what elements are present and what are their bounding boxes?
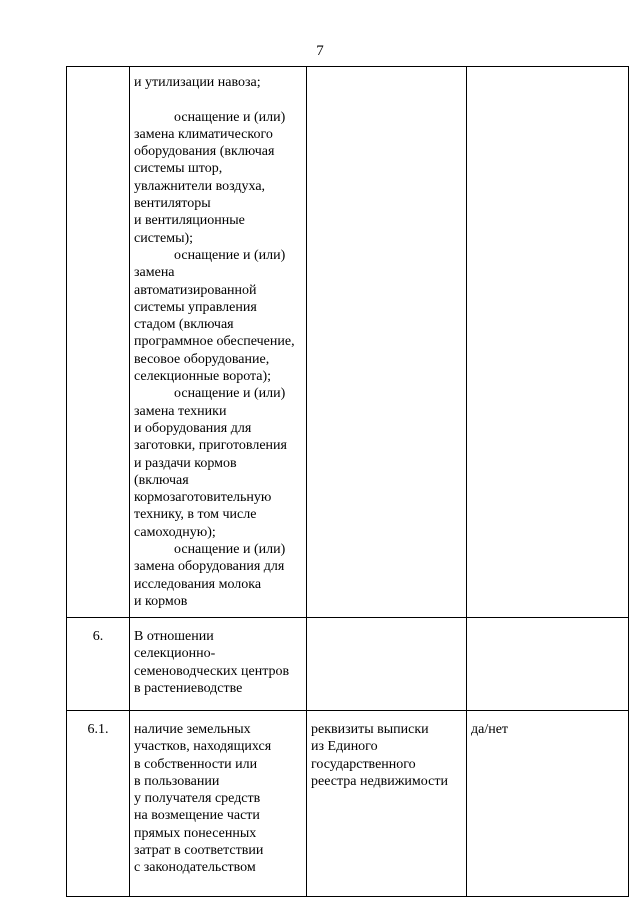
value-text	[467, 618, 628, 628]
description-cell	[130, 67, 307, 618]
description-line: замена	[134, 265, 175, 281]
requirements-table	[66, 66, 629, 897]
description-line: и кормов	[134, 593, 188, 609]
document-line: государственного	[311, 756, 416, 772]
description-line: автоматизированной	[134, 282, 257, 298]
description-line: (включая	[134, 472, 189, 488]
document-line: из Единого	[311, 739, 378, 755]
description-line: увлажнители воздуха,	[134, 178, 266, 194]
description-line: и раздачи кормов	[134, 455, 237, 471]
description-line: и оборудования для	[134, 420, 252, 436]
document-line: реестра недвижимости	[311, 773, 448, 789]
description-line: наличие земельных	[134, 722, 251, 737]
row-number-cell	[67, 67, 130, 618]
description-cell	[130, 711, 307, 897]
description-line: стадом (включая	[134, 317, 234, 333]
value-cell	[467, 618, 629, 711]
table-row	[67, 67, 629, 618]
document-cell	[307, 618, 467, 711]
row-number-cell: 6.1.	[67, 711, 130, 897]
row-number-cell: 6.	[67, 618, 130, 711]
value-text	[467, 67, 628, 74]
description-line: оснащение и (или)	[174, 386, 286, 402]
description-line: селекционно-	[134, 646, 216, 662]
description-text	[130, 711, 306, 877]
description-line: прямых понесенных	[134, 825, 257, 841]
document-cell	[307, 67, 467, 618]
description-line: участков, находящихся	[134, 739, 272, 755]
description-line	[134, 91, 304, 108]
description-line: весовое оборудование,	[134, 351, 270, 367]
description-line: с законодательством	[134, 860, 256, 876]
description-line: в пользовании	[134, 773, 220, 789]
description-line: в растениеводстве	[134, 680, 243, 696]
value-cell	[467, 711, 629, 897]
document-text	[307, 67, 466, 74]
document-text	[307, 618, 466, 628]
description-line: и вентиляционные	[134, 213, 245, 229]
description-line: оснащение и (или)	[174, 247, 286, 263]
description-line: системы штор,	[134, 161, 223, 177]
description-line: замена техники	[134, 403, 227, 419]
value-text: да/нет	[471, 722, 509, 737]
description-line: системы);	[134, 230, 194, 246]
description-line: замена климатического	[134, 126, 273, 142]
description-line: самоходную);	[134, 524, 216, 540]
page-number: 7	[316, 43, 324, 59]
table-row	[67, 618, 629, 711]
document-line: реквизиты выписки	[311, 722, 429, 737]
document-text	[307, 711, 466, 790]
description-line: исследования молока	[134, 576, 262, 592]
description-line: замена оборудования для	[134, 559, 285, 575]
description-line: программное обеспечение,	[134, 334, 295, 350]
description-line: семеноводческих центров	[134, 663, 290, 679]
description-line: у получателя средств	[134, 791, 261, 807]
description-line: на возмещение части	[134, 808, 260, 824]
description-line: В отношении	[134, 629, 214, 644]
description-cell	[130, 618, 307, 711]
description-line: селекционные ворота);	[134, 369, 272, 385]
document-cell	[307, 711, 467, 897]
description-line: технику, в том числе	[134, 507, 257, 523]
description-line: оснащение и (или)	[174, 109, 286, 125]
description-line: оснащение и (или)	[174, 542, 286, 558]
description-line: затрат в соответствии	[134, 843, 264, 859]
description-line: оборудования (включая	[134, 144, 275, 160]
description-line: вентиляторы	[134, 196, 211, 212]
value-cell	[467, 67, 629, 618]
table-row	[67, 711, 629, 897]
description-text	[130, 67, 306, 610]
description-line: кормозаготовительную	[134, 490, 272, 506]
description-line: заготовки, приготовления	[134, 438, 287, 454]
description-line: в собственности или	[134, 756, 258, 772]
description-line: и утилизации навоза;	[134, 75, 261, 90]
description-line: системы управления	[134, 299, 257, 315]
description-text	[130, 618, 306, 697]
